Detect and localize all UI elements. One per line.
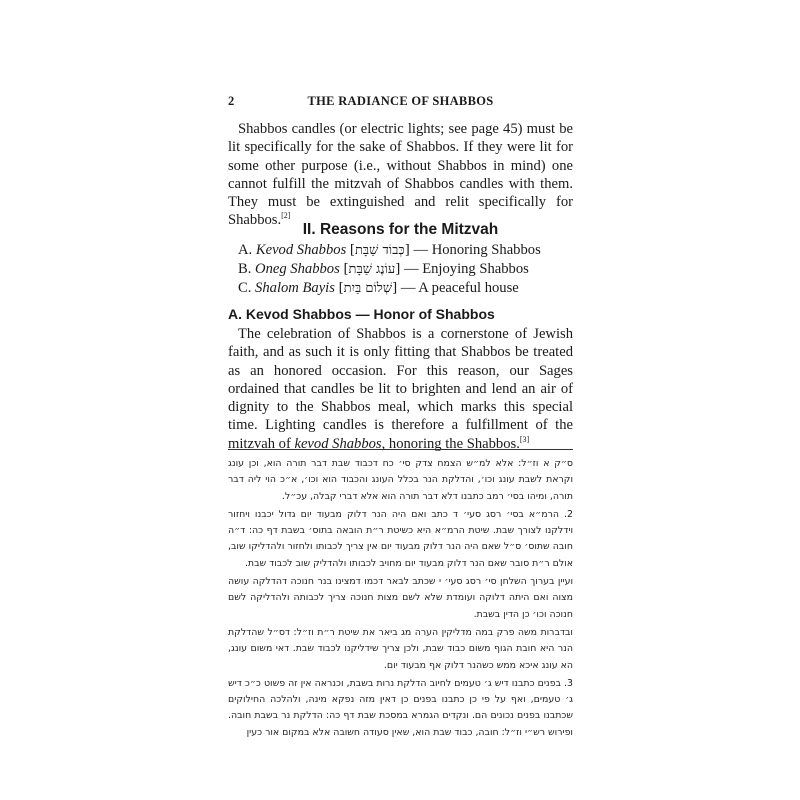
note-reference: [3]	[519, 434, 530, 444]
reason-letter: C.	[238, 280, 252, 296]
footnotes	[228, 456, 573, 743]
footnote: ועיין בערוך השלחן סי׳ רסג סעי׳ י שכתב לבאר דכמו דמצינו בנר חנוכה דהדלקה עושה מצוה ואם היתה דלוקה ועומדת שלא לשם מצות חנוכה צריך לכבותה ולהדליקה לשם חנוכה וכו׳ כן הדין בשבת.	[228, 576, 573, 620]
body-italic-term: kevod Shabbos	[294, 435, 382, 452]
reason-meaning: — Honoring Shabbos	[413, 242, 541, 258]
note-reference: [2]	[281, 211, 291, 221]
intro-paragraph	[228, 120, 573, 230]
reason-hebrew: [עוֹנֶג שַׁבָּת]	[343, 262, 401, 277]
reason-hebrew: [כְּבוֹד שַׁבָּת]	[349, 243, 410, 258]
section-title: II. Reasons for the Mitzvah	[302, 221, 499, 238]
body-text-start: The celebration of Shabbos is a cornerstone of Jewish faith, and as such it is only fitting that Shabbos be treated as an honored occasion. For this reason, our Sages ordained that candles be lit to brighten and lend an air of dignity to the Shabbos meal, which marks this special time. Lighting candles is therefore a fulfillment of the mitzvah of	[228, 326, 573, 452]
intro-paragraph-text: Shabbos candles (or electric lights; see page 45) must be lit specifically for the sake of Shabbos. If they were lit for some other purpose (i.e., without Shabbos in mind) one cannot fulfill the mitzvah of Shabbos candles with them. They must be extinguished and relit specifically for Shabbos.	[228, 121, 573, 229]
footnote: 3. בפנים כתבנו דיש ג׳ טעמים לחיוב הדלקת נרות בשבת, וכנראה אין זה פשוט כ״כ דיש ג׳ טעמים, ואף על פי כן כתבנו בפנים כן דאין מזה נפקא מינה, ולהלכה החילוקים שכתבנו בפנים נכונים הם. ונקדים הגמרא במסכת שבת דף כה: הדלקת נר בשבת חובה. ופירוש רש״י וז״ל: חובה, כבוד שבת הוא, שאין סעודה חשובה אלא במקום אור כעין	[228, 677, 573, 738]
reason-term: Shalom Bayis	[255, 280, 335, 296]
body-text-end: , honoring the Shabbos.	[381, 435, 520, 452]
reason-item	[238, 260, 573, 279]
reason-meaning: — A peaceful house	[400, 280, 519, 296]
reason-item	[238, 241, 573, 260]
footnote: ס״ק א וז״ל: אלא למ״ש הצמח צדק סי׳ כח דכבוד שבת דבר תורה הוא, וכן עונג וקראת לשבת עונג וכו׳, והדלקת הנר בכלל העונג והכבוד הוא וכו׳, א״כ הוי ליה דבר תורה, ומיהו בסי׳ רמב כתבנו דלא דבר תורה הוא אלא דברי קבלה, עכ״ל.	[228, 458, 573, 502]
reason-hebrew: [שְׁלוֹם בַּיִת]	[338, 281, 398, 296]
page-number: 2	[228, 94, 235, 108]
book-page	[228, 86, 573, 738]
reasons-list	[238, 241, 573, 298]
reason-meaning: — Enjoying Shabbos	[403, 261, 529, 277]
body-paragraph	[228, 325, 573, 453]
reason-item	[238, 279, 573, 298]
footnote: 2. הרמ״א בסי׳ רסג סעי׳ ד כתב ואם היה הנר דלוק מבעוד יום גדול יכבנו ויחזור וידלקנו לצורך שבת. שיטת הרמ״א היא כשיטת ר״ת הובאה בתוס׳ בשבת דף כה: ד״ה חובה שתוס׳ ס״ל שאם היה הנר דלוק מבעוד יום אין צריך לכבותו ולחזור ולהדליקו שוב, אולם ר״ת סובר שאם הנר דלוק מבעוד יום מחויב לכבותו ולהדליק שוב לכבוד שבת.	[228, 508, 573, 569]
reason-term: Kevod Shabbos	[255, 242, 347, 258]
subsection-title: A. Kevod Shabbos — Honor of Shabbos	[228, 306, 495, 322]
footnote-divider	[228, 449, 573, 450]
running-title: THE RADIANCE OF SHABBOS	[307, 94, 494, 108]
reason-letter: A.	[238, 242, 253, 258]
running-header	[228, 94, 573, 112]
footnote: ובדברות משה פרק במה מדליקין הערה מג ביאר את שיטת ר״ת וז״ל: דס״ל שהדלקת הנר היא חובת הגוף משום כבוד שבת, ולכן צריך שידליקנו לכבוד שבת. דאי משום עונג, הא עונג איכא ממש כשהנר דלוק אף מבעוד יום.	[228, 626, 573, 671]
reason-letter: B.	[238, 261, 252, 277]
reason-term: Oneg Shabbos	[255, 261, 340, 277]
